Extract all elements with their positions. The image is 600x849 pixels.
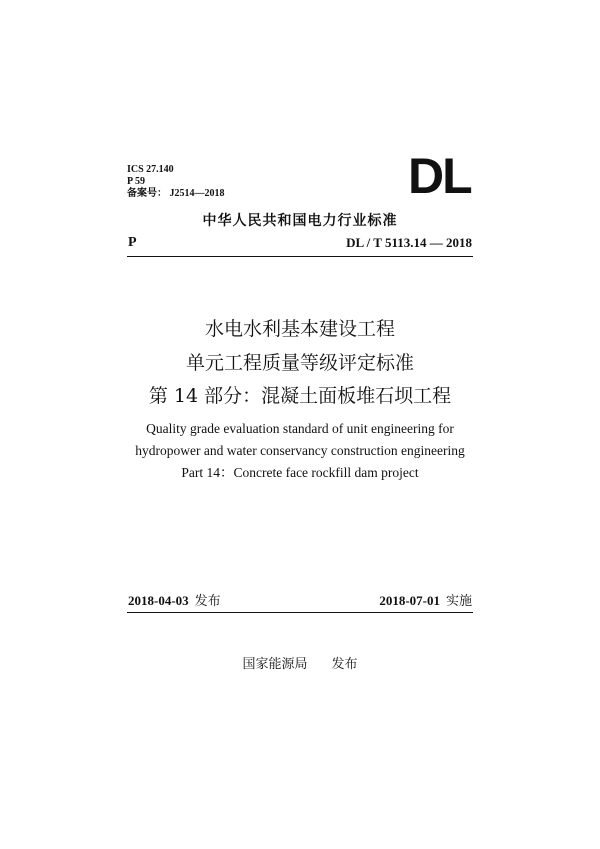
title-cn-line-1: 水电水利基本建设工程 [204,318,395,340]
category-code: P 59 [127,176,146,187]
implement-date-group [379,590,472,609]
title-en-line-2: hydropower and water conservancy construction engineering [135,443,465,458]
issue-label: 发布 [194,594,221,609]
ics-code: ICS 27.140 [127,164,174,175]
date-divider [127,612,473,613]
issuer-line [0,653,600,672]
standard-number: DL / T 5113.14 — 2018 [346,235,472,250]
issue-date: 2018-04-03 [128,593,189,608]
title-en-line-1: Quality grade evaluation standard of unit engineering for [146,421,454,436]
classification-block [127,164,225,200]
title-en-line-3: Part 14：Concrete face rockfill dam project [181,465,419,480]
industry-standard-title: 中华人民共和国电力行业标准 [202,213,398,229]
issuer-action: 发布 [331,657,358,672]
issuer-name: 国家能源局 [242,657,308,672]
issue-date-group [128,590,221,609]
record-number: 备案号： J2514—2018 [127,188,225,199]
dl-logo: DL [408,148,471,204]
title-cn-line-3: 第 14 部分：混凝土面板堆石坝工程 [148,385,452,407]
header-divider [127,256,473,257]
implement-date: 2018-07-01 [379,593,440,608]
title-cn-line-2: 单元工程质量等级评定标准 [185,352,414,374]
p-label: P [128,235,137,250]
implement-label: 实施 [445,594,472,609]
